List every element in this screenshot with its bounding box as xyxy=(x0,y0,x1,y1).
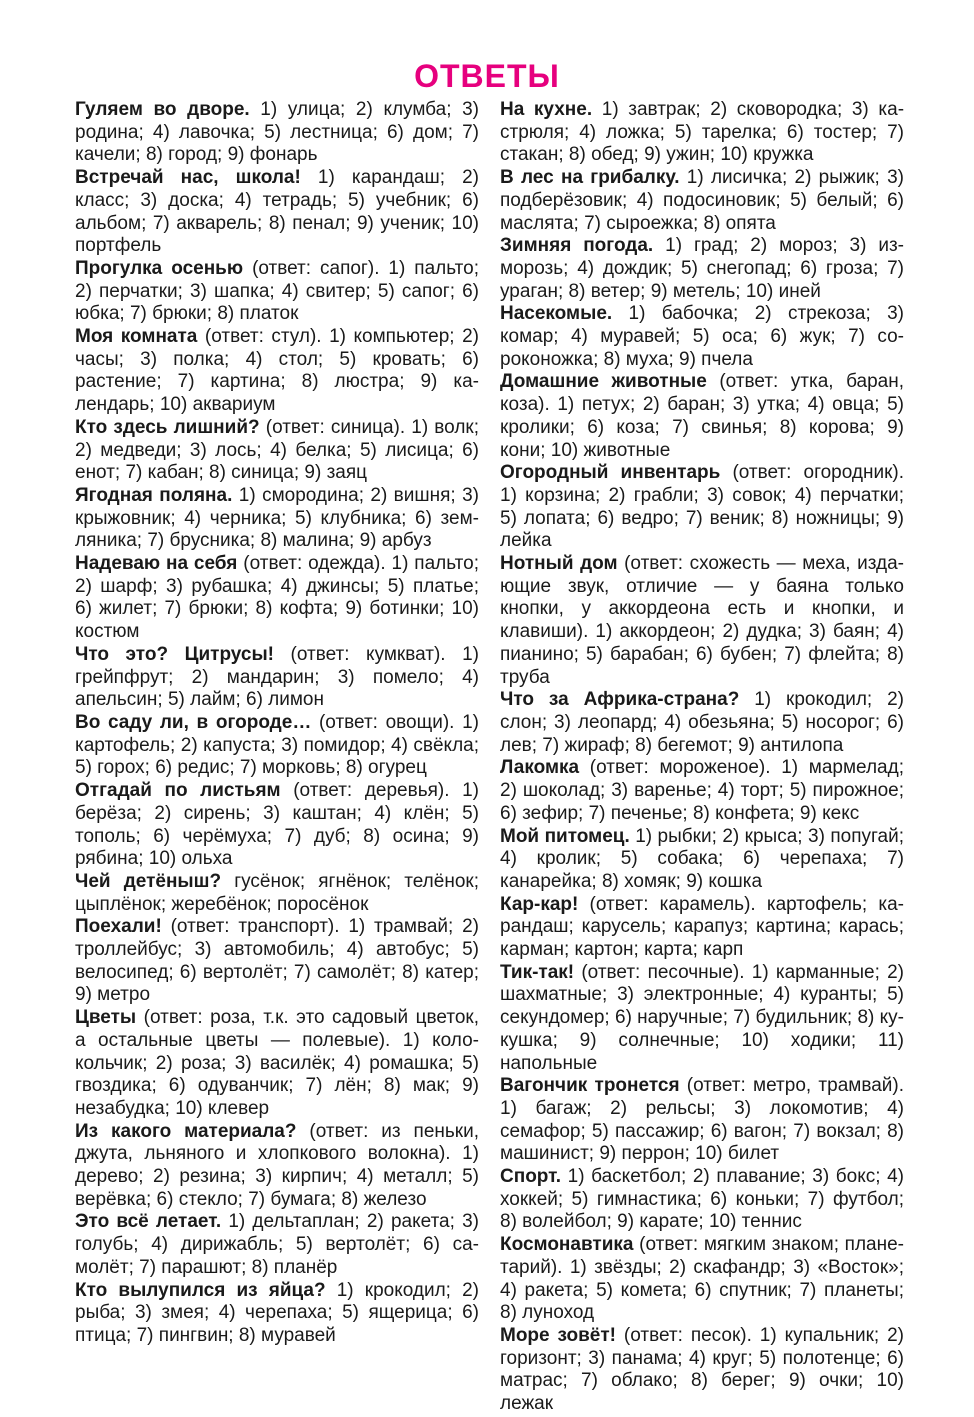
answer-entry xyxy=(500,462,904,553)
entry-text: 1) завтрак; 2) сковородка; 3) кастрюля; 4) ложка; 5) тарелка; 6) тостер; 7) стакан; 8) обед; 9) ужин; 10) кружка xyxy=(500,99,905,166)
entry-text: 1) улица; 2) клумба; 3) родина; 4) лавочка; 5) лестница; 6) дом; 7) качели; 8) город; 9) фонарь xyxy=(75,99,479,166)
entry-text: (ответ: песочные). 1) карманные; 2) шахматные; 3) электронные; 4) куранты; 5) секундомер; 6) наручные; 7) будильник; 8) кукушка; 9) солнечные; 10) ходики; 11) напольные xyxy=(500,961,904,1074)
entry-heading: Море зовёт! xyxy=(500,1324,616,1346)
entry-heading: Зимняя погода. xyxy=(500,235,654,257)
entry-text: (ответ: схожесть — меха, издающие звук, отличие — у баяна только кнопки, у аккордеона есть и кнопки, и клавиши). 1) аккордеон; 2) дудка; 3) баян; 4) пианино; 5) барабан; 6) бубен; 7) флейта; 8) труба xyxy=(500,553,904,688)
entry-heading: Кар-кар! xyxy=(500,893,579,915)
entry-text: 1) град; 2) мороз; 3) изморозь; 4) дождик; 5) снегопад; 6) гроза; 7) ураган; 8) ветер; 9) метель; 10) иней xyxy=(500,235,904,302)
entry-heading: Нотный дом xyxy=(500,553,618,575)
entry-text: (ответ: огородник). 1) корзина; 2) грабли; 3) совок; 4) перчатки; 5) лопата; 6) ведро; 7) веник; 8) ножницы; 9) лейка xyxy=(500,462,904,552)
entry-text: (ответ: деревья). 1) берёза; 2) сирень; 3) каштан; 4) клён; 5) тополь; 6) черёмуха; 7) дуб; 8) осина; 9) рябина; 10) ольха xyxy=(75,780,479,870)
entry-heading: Цветы xyxy=(75,1007,137,1029)
entry-heading: Это всё летает. xyxy=(75,1211,222,1233)
entry-heading: В лес на грибалку. xyxy=(500,167,680,189)
entry-text: (ответ: транспорт). 1) трамвай; 2) троллейбус; 3) автомобиль; 4) автобус; 5) велосипед; 6) вертолёт; 7) самолёт; 8) катер; 9) метро xyxy=(75,916,479,1006)
answer-entry xyxy=(75,916,479,1007)
answer-entry xyxy=(75,1121,479,1212)
answer-entry xyxy=(75,417,479,485)
entry-text: (ответ: кумкват). 1) грейпфрут; 2) мандарин; 3) помело; 4) апельсин; 5) лайм; 6) лимон xyxy=(75,643,479,711)
answer-entry xyxy=(75,1280,479,1348)
entry-heading: Чей детёныш? xyxy=(75,870,222,892)
entry-heading: Спорт. xyxy=(500,1166,562,1188)
entry-heading: Моя комната xyxy=(75,326,198,348)
answer-entry xyxy=(75,871,479,916)
entry-text: 1) лисичка; 2) рыжик; 3) подберёзовик; 4) подосиновик; 5) белый; 6) маслята; 7) сыроежка; 8) опята xyxy=(500,167,904,234)
answer-entry xyxy=(500,689,904,757)
entry-heading: На кухне. xyxy=(500,99,593,120)
right-column xyxy=(500,99,904,1416)
entry-text: (ответ: сапог). 1) пальто; 2) перчатки; 3) шапка; 4) свитер; 5) сапог; 6) юбка; 7) брюки; 8) платок xyxy=(75,257,479,325)
entry-text: (ответ: мороженое). 1) мармелад; 2) шоколад; 3) варенье; 4) торт; 5) пирожное; 6) зефир; 7) печенье; 8) конфета; 9) кекс xyxy=(500,757,904,824)
entry-heading: Насекомые. xyxy=(500,303,613,325)
left-column xyxy=(75,99,479,1348)
entry-text: (ответ: песок). 1) купальник; 2) горизонт; 3) панама; 4) круг; 5) полотенце; 6) матрас; 7) облако; 8) берег; 9) очки; 10) лежак xyxy=(500,1324,905,1415)
entry-heading: Домашние животные xyxy=(500,371,707,393)
answer-entry xyxy=(500,371,904,462)
entry-text: (ответ: овощи). 1) картофель; 2) капуста; 3) помидор; 4) свёкла; 5) горох; 6) редис; 7) морковь; 8) огурец xyxy=(75,711,480,779)
entry-text: (ответ: роза, т.к. это садовый цветок, а остальные цветы — полевые). 1) колокольчик; 2) роза; 3) василёк; 4) ромашка; 5) гвоздика; 6) одуванчик; 7) лён; 8) мак; 9) незабудка; 10) клевер xyxy=(75,1007,479,1119)
entry-text: 1) дельтаплан; 2) ракета; 3) голубь; 4) дирижабль; 5) вертолёт; 6) самолёт; 7) парашют; 8) планёр xyxy=(75,1211,479,1278)
answer-entry xyxy=(75,644,479,712)
entry-text: (ответ: метро, трамвай). 1) багаж; 2) рельсы; 3) локомотив; 4) семафор; 5) пассажир; 6) вагон; 7) вокзал; 8) машинист; 9) перрон; 10) билет xyxy=(500,1075,904,1165)
entry-text: (ответ: одежда). 1) пальто; 2) шарф; 3) рубашка; 4) джинсы; 5) платье; 6) жилет; 7) брюки; 8) кофта; 9) ботинки; 10) костюм xyxy=(75,553,479,643)
entry-text: 1) крокодил; 2) рыба; 3) змея; 4) черепаха; 5) ящерица; 6) птица; 7) пингвин; 8) муравей xyxy=(75,1279,479,1346)
answer-entry xyxy=(500,1234,904,1325)
entry-heading: Из какого материала? xyxy=(75,1120,297,1142)
page-title: ОТВЕТЫ xyxy=(414,58,560,94)
answer-entry xyxy=(75,1211,479,1279)
entry-heading: Отгадай по листьям xyxy=(75,780,281,802)
entry-heading: Встречай нас, школа! xyxy=(75,167,301,189)
entry-text: 1) рыбки; 2) крыса; 3) попугай; 4) кролик; 5) собака; 6) черепаха; 7) канарейка; 8) хомяк; 9) кошка xyxy=(500,825,904,892)
entry-text: 1) карандаш; 2) класс; 3) доска; 4) тетрадь; 5) учебник; 6) альбом; 7) акварель; 8) пенал; 9) ученик; 10) портфель xyxy=(75,167,479,257)
entry-text: (ответ: утка, баран, коза). 1) петух; 2) баран; 3) утка; 4) овца; 5) кролики; 6) коза; 7) свинья; 8) корова; 9) кони; 10) животные xyxy=(500,371,904,461)
entry-text: (ответ: из пеньки, джута, льняного и хлопкового волокна). 1) дерево; 2) резина; 3) кирпич; 4) металл; 5) верёвка; 6) стекло; 7) бумага; 8) железо xyxy=(75,1120,479,1210)
entry-heading: Во саду ли, в огороде… xyxy=(75,711,312,733)
answer-entry xyxy=(500,167,904,235)
entry-heading: Кто вылупился из яйца? xyxy=(75,1279,326,1301)
entry-heading: Лакомка xyxy=(500,757,580,779)
entry-text: (ответ: стул). 1) компьютер; 2) часы; 3) полка; 4) стол; 5) кровать; 6) растение; 7) картина; 8) люстра; 9) календарь; 10) аквариум xyxy=(75,326,479,416)
answer-entry xyxy=(75,99,479,167)
entry-heading: Огородный инвентарь xyxy=(500,462,721,484)
answer-entry xyxy=(75,1007,479,1121)
entry-heading: Гуляем во дворе. xyxy=(75,99,250,120)
answer-entry xyxy=(500,1075,904,1166)
answer-entry xyxy=(500,894,904,962)
entry-heading: Вагончик тронется xyxy=(500,1075,680,1097)
entry-heading: Тик-так! xyxy=(500,961,575,983)
answer-entry xyxy=(75,553,479,644)
answer-entry xyxy=(75,167,479,258)
answer-entry xyxy=(500,1325,904,1416)
answer-entry xyxy=(500,962,904,1076)
entry-heading: Надеваю на себя xyxy=(75,553,238,575)
entry-text: (ответ: карамель). картофель; карандаш; карусель; карапуз; картина; карась; карман; картон; карта; карп xyxy=(500,893,904,961)
entry-heading: Прогулка осенью xyxy=(75,257,244,279)
entry-heading: Космонавтика xyxy=(500,1234,634,1256)
entry-text: гусёнок; ягнёнок; телёнок; цыплёнок; жеребёнок; поросёнок xyxy=(75,870,479,915)
answer-entry xyxy=(500,826,904,894)
entry-text: 1) смородина; 2) вишня; 3) крыжовник; 4) черника; 5) клубника; 6) земляника; 7) брусника; 8) малина; 9) арбуз xyxy=(75,484,479,552)
answer-entry xyxy=(500,553,904,689)
entry-heading: Поехали! xyxy=(75,916,162,938)
entry-text: 1) бабочка; 2) стрекоза; 3) комар; 4) муравей; 5) оса; 6) жук; 7) сороконожка; 8) муха; 9) пчела xyxy=(500,303,904,370)
answer-entry xyxy=(75,485,479,553)
answer-entry xyxy=(75,258,479,326)
answer-entry xyxy=(500,235,904,303)
answer-entry xyxy=(75,712,479,780)
entry-heading: Что это? Цитрусы! xyxy=(75,643,275,665)
answer-entry xyxy=(500,303,904,371)
entry-heading: Что за Африка-страна? xyxy=(500,689,740,711)
answer-entry xyxy=(75,780,479,871)
entry-heading: Кто здесь лишний? xyxy=(75,416,260,438)
entry-text: (ответ: синица). 1) волк; 2) медведи; 3) лось; 4) белка; 5) лисица; 6) енот; 7) кабан; 8) синица; 9) заяц xyxy=(75,416,479,484)
entry-text: 1) крокодил; 2) слон; 3) леопард; 4) обезьяна; 5) носорог; 6) лев; 7) жираф; 8) бегемот; 9) антилопа xyxy=(500,689,904,756)
answer-entry xyxy=(500,99,904,167)
entry-heading: Ягодная поляна. xyxy=(75,484,233,506)
entry-heading: Мой питомец. xyxy=(500,825,630,847)
answer-entry xyxy=(500,757,904,825)
answer-entry xyxy=(500,1166,904,1234)
entry-text: (ответ: мягким знаком; планетарий). 1) звёзды; 2) скафандр; 3) «Восток»; 4) ракета; 5) комета; 6) спутник; 7) планеты; 8) луноход xyxy=(500,1234,904,1324)
answer-entry xyxy=(75,326,479,417)
entry-text: 1) баскетбол; 2) плавание; 3) бокс; 4) хоккей; 5) гимнастика; 6) коньки; 7) футбол; 8) волейбол; 9) карате; 10) теннис xyxy=(500,1166,904,1233)
